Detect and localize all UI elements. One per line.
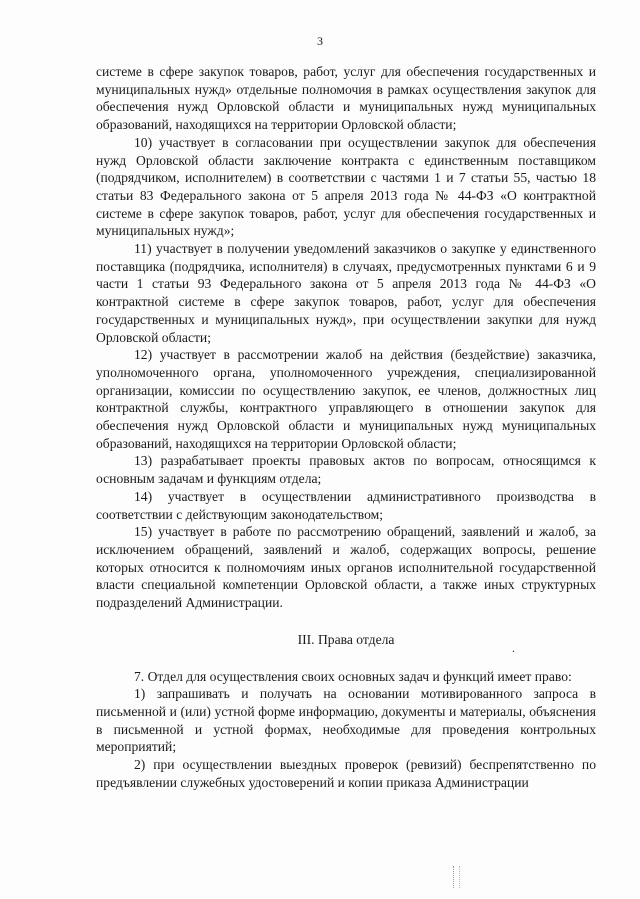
paragraph: 10) участвует в согласовании при осуществлении закупок для обеспечения нужд Орловской области заключение контракта с единственным поставщиком (подрядчиком, исполнителем) в соответствии с частями 1 и 7 статьи 55, частью 18 статьи 83 Федерального закона от 5 апреля 2013 года № 44-ФЗ «О контрактной системе в сфере закупок товаров, работ, услуг для обеспечения государственных и муниципальных нужд»;: [96, 134, 596, 239]
page-number: 3: [317, 34, 323, 48]
paragraph: 15) участвует в работе по рассмотрению обращений, заявлений и жалоб, за исключением обращений, заявлений и жалоб, содержащих вопросы, решение которых относится к полномочиям иных органов исполнительной государственной власти специальной компетенции Орловской области, а также иных структурных подразделений Администрации.: [96, 524, 596, 611]
scan-artifact: [453, 866, 460, 888]
paragraph: 14) участвует в осуществлении административного производства в соответствии с действующим законодательством;: [96, 488, 596, 522]
paragraph: 2) при осуществлении выездных проверок (ревизий) беспрепятственно по предъявлении служебных удостоверений и копии приказа Администрации: [96, 757, 596, 790]
paragraph: 7. Отдел для осуществления своих основных задач и функций имеет право:: [134, 668, 572, 684]
document-body: [96, 63, 596, 791]
paragraph: 13) разрабатывает проекты правовых актов по вопросам, относящимся к основным задачам и функциям отдела;: [96, 453, 596, 487]
section-heading: III. Права отдела: [297, 631, 395, 647]
paragraph: 12) участвует в рассмотрении жалоб на действия (бездействие) заказчика, уполномоченного органа, уполномоченного учреждения, специализированной организации, комиссии по осуществлению закупок, ее членов, должностных лиц контрактной службы, контрактного управляющего в отношении закупок для обеспечения нужд Орловской области и муниципальных нужд муниципальных образований, находящихся на территории Орловской области;: [96, 347, 596, 451]
paragraph: системе в сфере закупок товаров, работ, услуг для обеспечения государственных и муниципальных нужд» отдельные полномочия в рамках осуществления закупок для обеспечения нужд Орловской области и муниципальных нужд муниципальных образований, находящихся на территории Орловской области;: [96, 64, 596, 133]
paragraph: 1) запрашивать и получать на основании мотивированного запроса в письменной и (или) устной форме информацию, документы и материалы, объяснения в письменной и устной формах, необходимые для проведения контрольных мероприятий;: [96, 686, 596, 755]
paragraph: 11) участвует в получении уведомлений заказчиков о закупке у единственного поставщика (подрядчика, исполнителя) в случаях, предусмотренных пунктами 6 и 9 части 1 статьи 93 Федерального закона от 5 апреля 2013 года № 44-ФЗ «О контрактной системе в сфере закупок товаров, работ, услуг для обеспечения государственных и муниципальных нужд», при осуществлении закупки для нужд Орловской области;: [96, 241, 596, 345]
stray-mark: .: [512, 641, 515, 655]
